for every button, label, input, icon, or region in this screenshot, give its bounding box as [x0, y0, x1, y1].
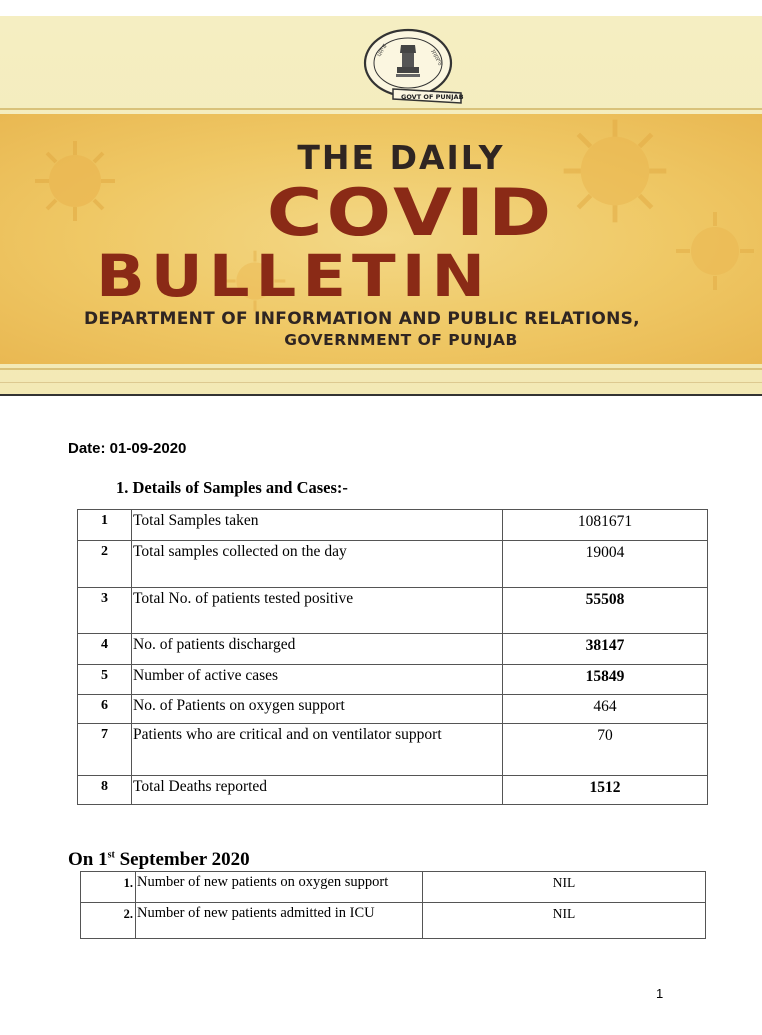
svg-text:ਪੰਜਾਬ: ਪੰਜਾਬ	[375, 43, 389, 58]
table-row	[78, 776, 708, 805]
banner-department: DEPARTMENT OF INFORMATION AND PUBLIC RELATIONS,	[84, 309, 640, 329]
bulletin-banner	[0, 16, 762, 396]
page-number: 1	[656, 986, 664, 1001]
heading-prefix: On 1	[68, 849, 108, 870]
row-label: Total No. of patients tested positive	[132, 588, 503, 634]
row-number: 8	[78, 776, 132, 805]
banner-title-bulletin: BULLETIN	[96, 244, 492, 311]
table-row	[78, 588, 708, 634]
row-label: Total Deaths reported	[132, 776, 503, 805]
row-label: Number of new patients on oxygen support	[136, 872, 423, 903]
row-value: 464	[503, 695, 708, 724]
table-row	[78, 724, 708, 776]
government-emblem-icon	[353, 23, 471, 109]
table-row	[78, 634, 708, 665]
table-row	[78, 695, 708, 724]
section-heading-date	[68, 849, 250, 871]
heading-ordinal-suffix: st	[107, 849, 115, 861]
banner-stripe	[0, 368, 762, 370]
row-label: Number of active cases	[132, 665, 503, 695]
row-label: Number of new patients admitted in ICU	[136, 903, 423, 939]
banner-title-covid: COVID	[266, 174, 556, 251]
bulletin-date: Date: 01-09-2020	[68, 440, 187, 457]
row-value: 15849	[503, 665, 708, 695]
row-number: 7	[78, 724, 132, 776]
row-value: NIL	[423, 872, 706, 903]
banner-title-the-daily: THE DAILY	[297, 138, 505, 177]
row-label: Total samples collected on the day	[132, 541, 503, 588]
banner-stripe	[0, 382, 762, 383]
row-value: 1512	[503, 776, 708, 805]
svg-text:ਸਰਕਾਰ: ਸਰਕਾਰ	[429, 48, 444, 67]
row-number: 5	[78, 665, 132, 695]
row-number: 4	[78, 634, 132, 665]
row-value: NIL	[423, 903, 706, 939]
row-label: No. of patients discharged	[132, 634, 503, 665]
row-value: 1081671	[503, 510, 708, 541]
banner-divider	[0, 394, 762, 396]
new-patients-table	[80, 871, 706, 939]
row-number: 2.	[81, 903, 136, 939]
table-row	[78, 541, 708, 588]
row-value: 19004	[503, 541, 708, 588]
row-number: 2	[78, 541, 132, 588]
table-row	[81, 903, 706, 939]
row-value: 38147	[503, 634, 708, 665]
row-label: Total Samples taken	[132, 510, 503, 541]
row-number: 1	[78, 510, 132, 541]
row-label: No. of Patients on oxygen support	[132, 695, 503, 724]
samples-cases-table	[77, 509, 708, 805]
banner-government: GOVERNMENT OF PUNJAB	[284, 331, 518, 349]
row-value: 55508	[503, 588, 708, 634]
table-row	[81, 872, 706, 903]
row-value: 70	[503, 724, 708, 776]
row-number: 1.	[81, 872, 136, 903]
row-label: Patients who are critical and on ventilator support	[132, 724, 503, 776]
table-row	[78, 510, 708, 541]
svg-text:GOVT OF PUNJAB: GOVT OF PUNJAB	[401, 93, 464, 101]
section-heading-samples-cases: 1. Details of Samples and Cases:-	[116, 478, 348, 497]
row-number: 3	[78, 588, 132, 634]
table-row	[78, 665, 708, 695]
heading-suffix: September 2020	[114, 849, 250, 870]
row-number: 6	[78, 695, 132, 724]
